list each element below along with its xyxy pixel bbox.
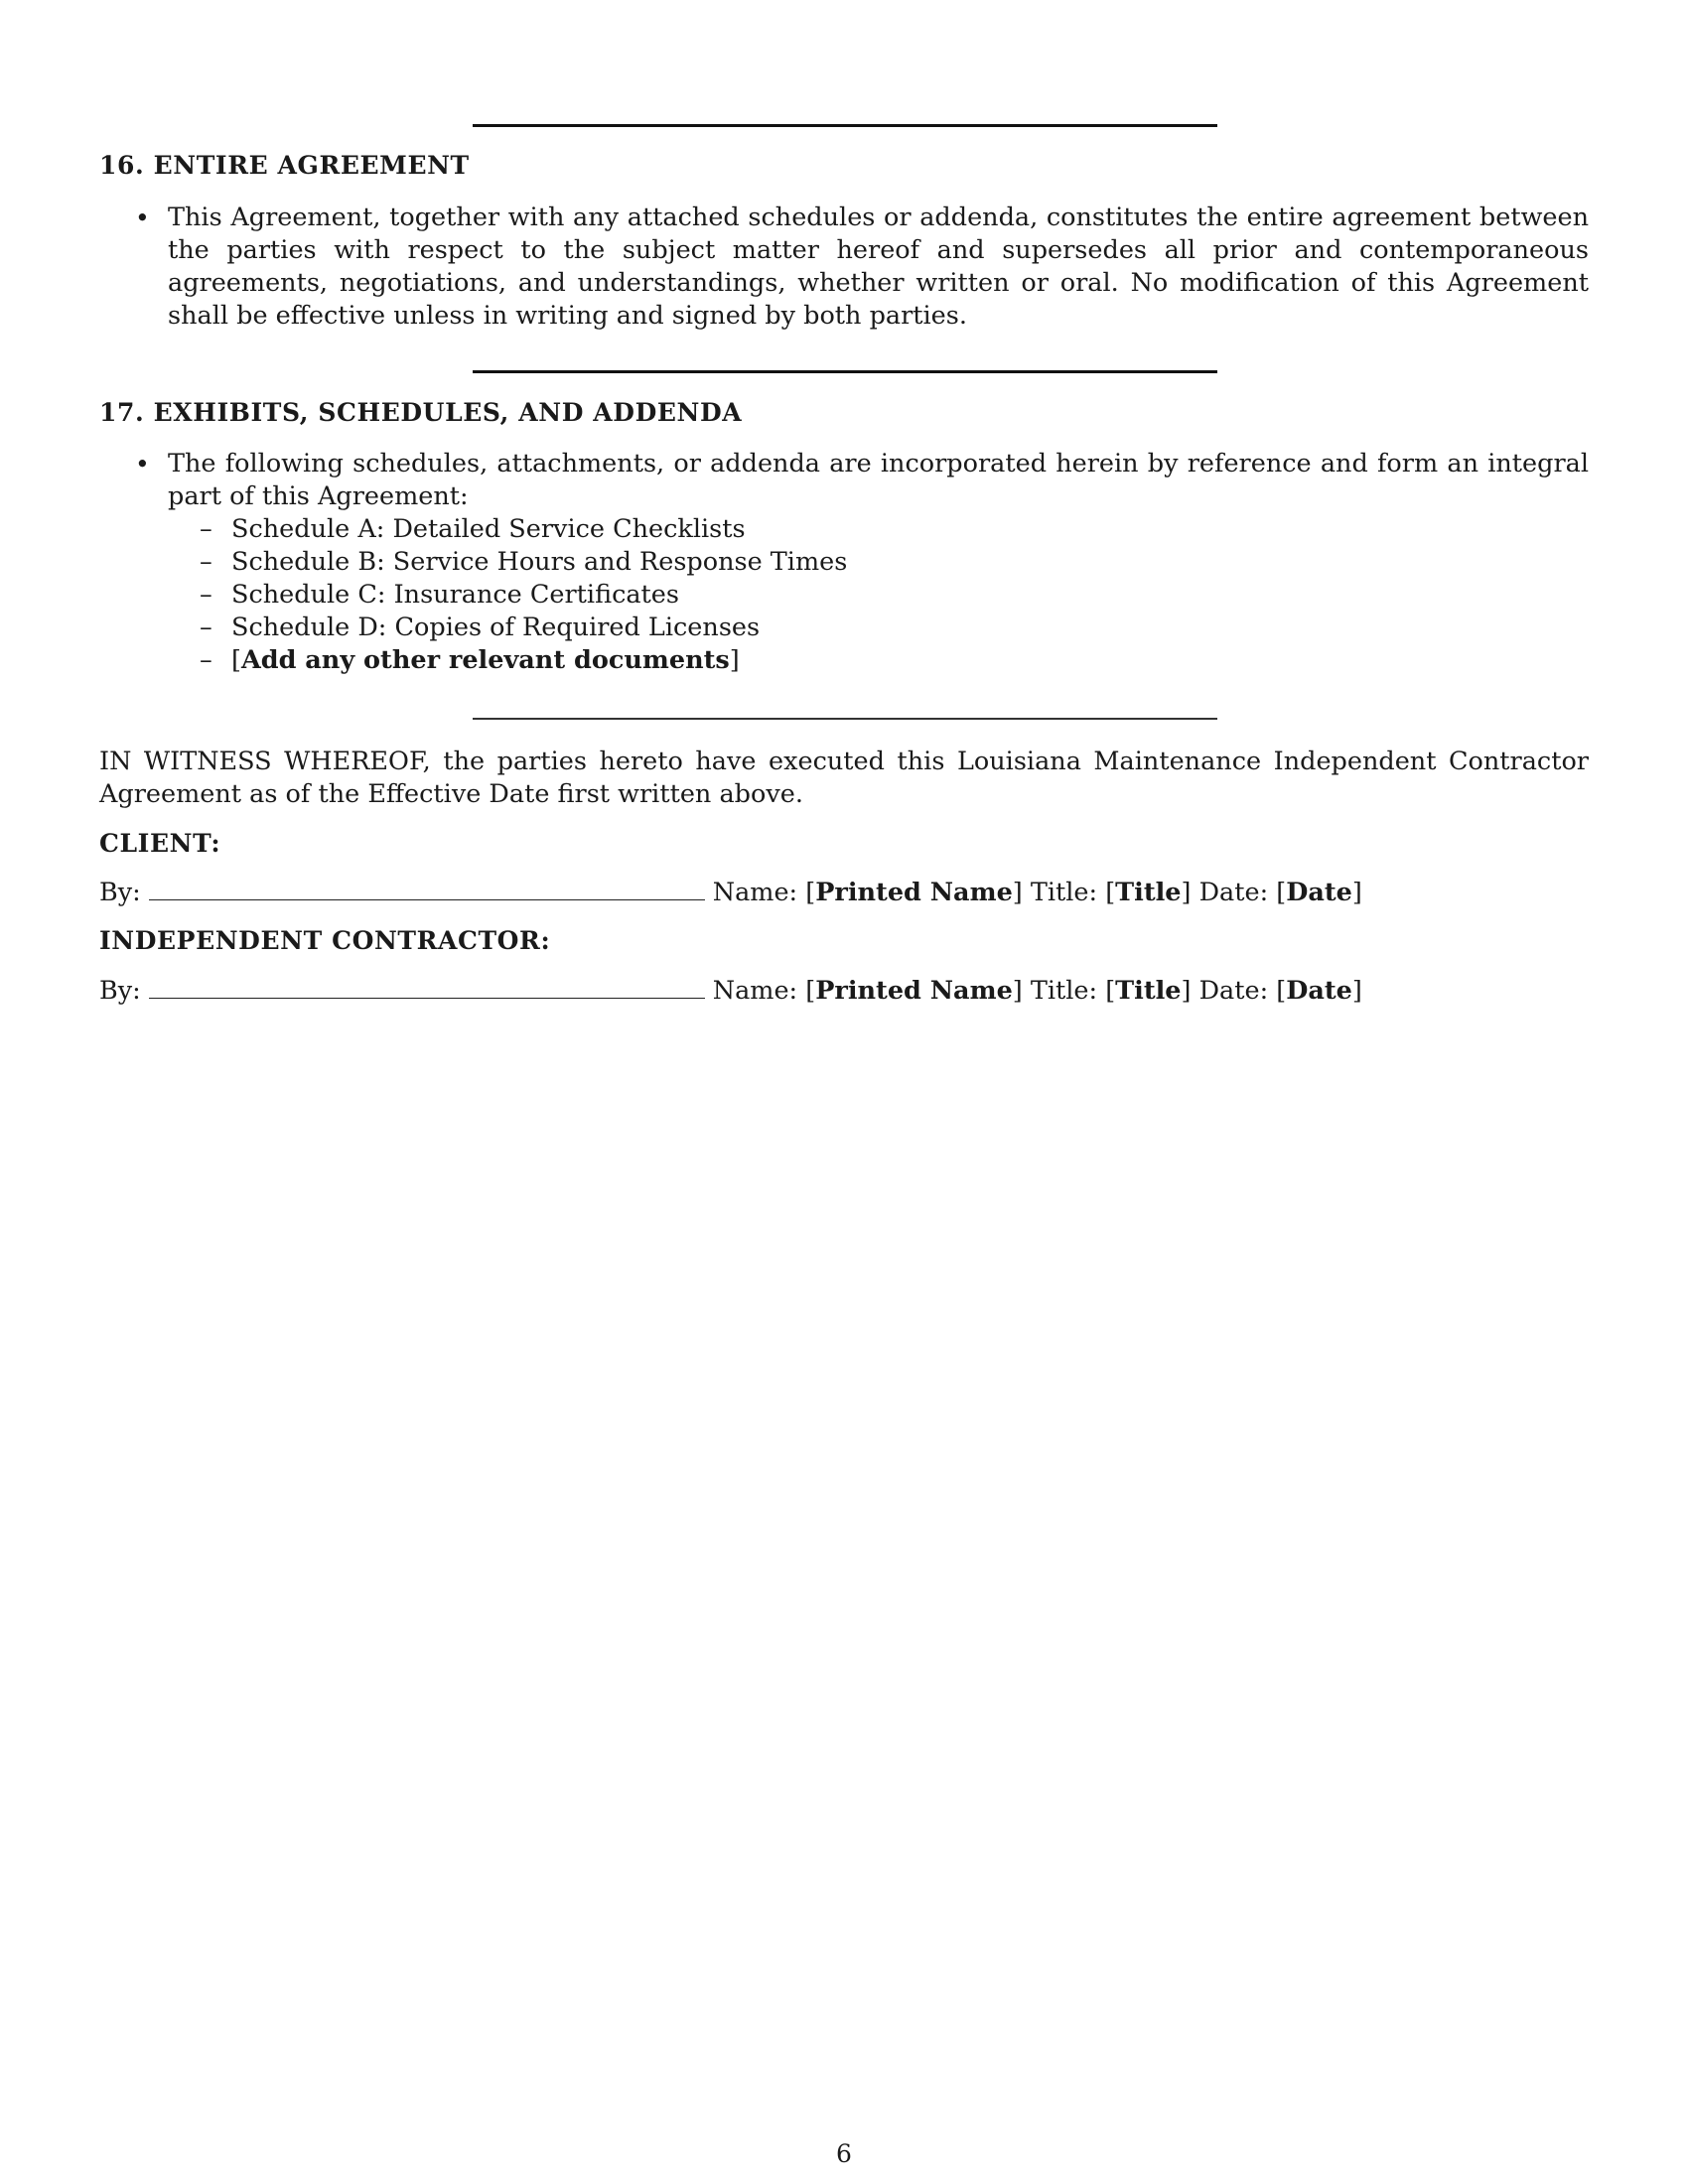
by-label: By: bbox=[99, 878, 141, 907]
section-16-text: This Agreement, together with any attached schedules or addenda, constitutes the entire agreement between the parties with respect to the subject matter hereof and supersedes all prior and contemporaneous agreements, negotiations, and understandings, whether written or oral. No modification of this Agreement shall be effective unless in writing and signed by both parties. bbox=[168, 203, 1589, 331]
witness-clause: IN WITNESS WHEREOF, the parties hereto have executed this Louisiana Maintenance Independent Contractor Agreement as of the Effective Date first written above. bbox=[99, 747, 1589, 809]
bullet-icon: • bbox=[135, 204, 150, 232]
title-label: Title: bbox=[1030, 878, 1098, 907]
title-placeholder[interactable]: Title bbox=[1115, 878, 1182, 907]
contractor-signature-row: By: Name: [Printed Name] Title: [Title] Date: [Date] bbox=[99, 976, 1362, 1006]
by-label: By: bbox=[99, 976, 141, 1006]
dash-icon: – bbox=[200, 514, 212, 544]
section-divider bbox=[473, 370, 1217, 373]
list-item: – Schedule A: Detailed Service Checklists bbox=[200, 514, 746, 544]
title-label: Title: bbox=[1030, 976, 1098, 1006]
dash-icon: – bbox=[200, 580, 212, 610]
contractor-signature-blank[interactable] bbox=[149, 976, 705, 999]
client-label: CLIENT: bbox=[99, 829, 221, 858]
name-label: Name: bbox=[712, 976, 798, 1006]
list-item: – Schedule D: Copies of Required Licenses bbox=[200, 613, 761, 642]
section-17-text: The following schedules, attachments, or addenda are incorporated herein by reference and form an integral part of this Agreement: bbox=[168, 449, 1589, 511]
name-placeholder[interactable]: Printed Name bbox=[815, 976, 1013, 1006]
name-label: Name: bbox=[712, 878, 798, 907]
name-placeholder[interactable]: Printed Name bbox=[815, 878, 1013, 907]
section-17-heading: 17. EXHIBITS, SCHEDULES, AND ADDENDA bbox=[99, 398, 743, 427]
date-placeholder[interactable]: Date bbox=[1286, 976, 1352, 1006]
date-label: Date: bbox=[1198, 976, 1269, 1006]
section-divider bbox=[473, 718, 1217, 720]
list-item: – Schedule B: Service Hours and Response Times bbox=[200, 547, 848, 577]
placeholder-text: Add any other relevant documents bbox=[240, 645, 730, 675]
client-signature-blank[interactable] bbox=[149, 878, 705, 900]
date-placeholder[interactable]: Date bbox=[1286, 878, 1352, 907]
section-16-heading: 16. ENTIRE AGREEMENT bbox=[99, 151, 470, 180]
dash-icon: – bbox=[200, 645, 212, 675]
contractor-label: INDEPENDENT CONTRACTOR: bbox=[99, 926, 551, 955]
list-item-placeholder: – [Add any other relevant documents] bbox=[200, 645, 740, 675]
list-item: – Schedule C: Insurance Certificates bbox=[200, 580, 679, 610]
title-placeholder[interactable]: Title bbox=[1115, 976, 1182, 1006]
section-divider bbox=[473, 124, 1217, 127]
client-signature-row: By: Name: [Printed Name] Title: [Title] Date: [Date] bbox=[99, 878, 1362, 907]
dash-icon: – bbox=[200, 613, 212, 642]
page-number: 6 bbox=[836, 2139, 852, 2168]
bullet-icon: • bbox=[135, 450, 150, 478]
section-16-bullet bbox=[135, 202, 1589, 333]
dash-icon: – bbox=[200, 547, 212, 577]
date-label: Date: bbox=[1198, 878, 1269, 907]
schedule-list bbox=[200, 513, 1589, 677]
section-17-bullet bbox=[135, 448, 1589, 677]
